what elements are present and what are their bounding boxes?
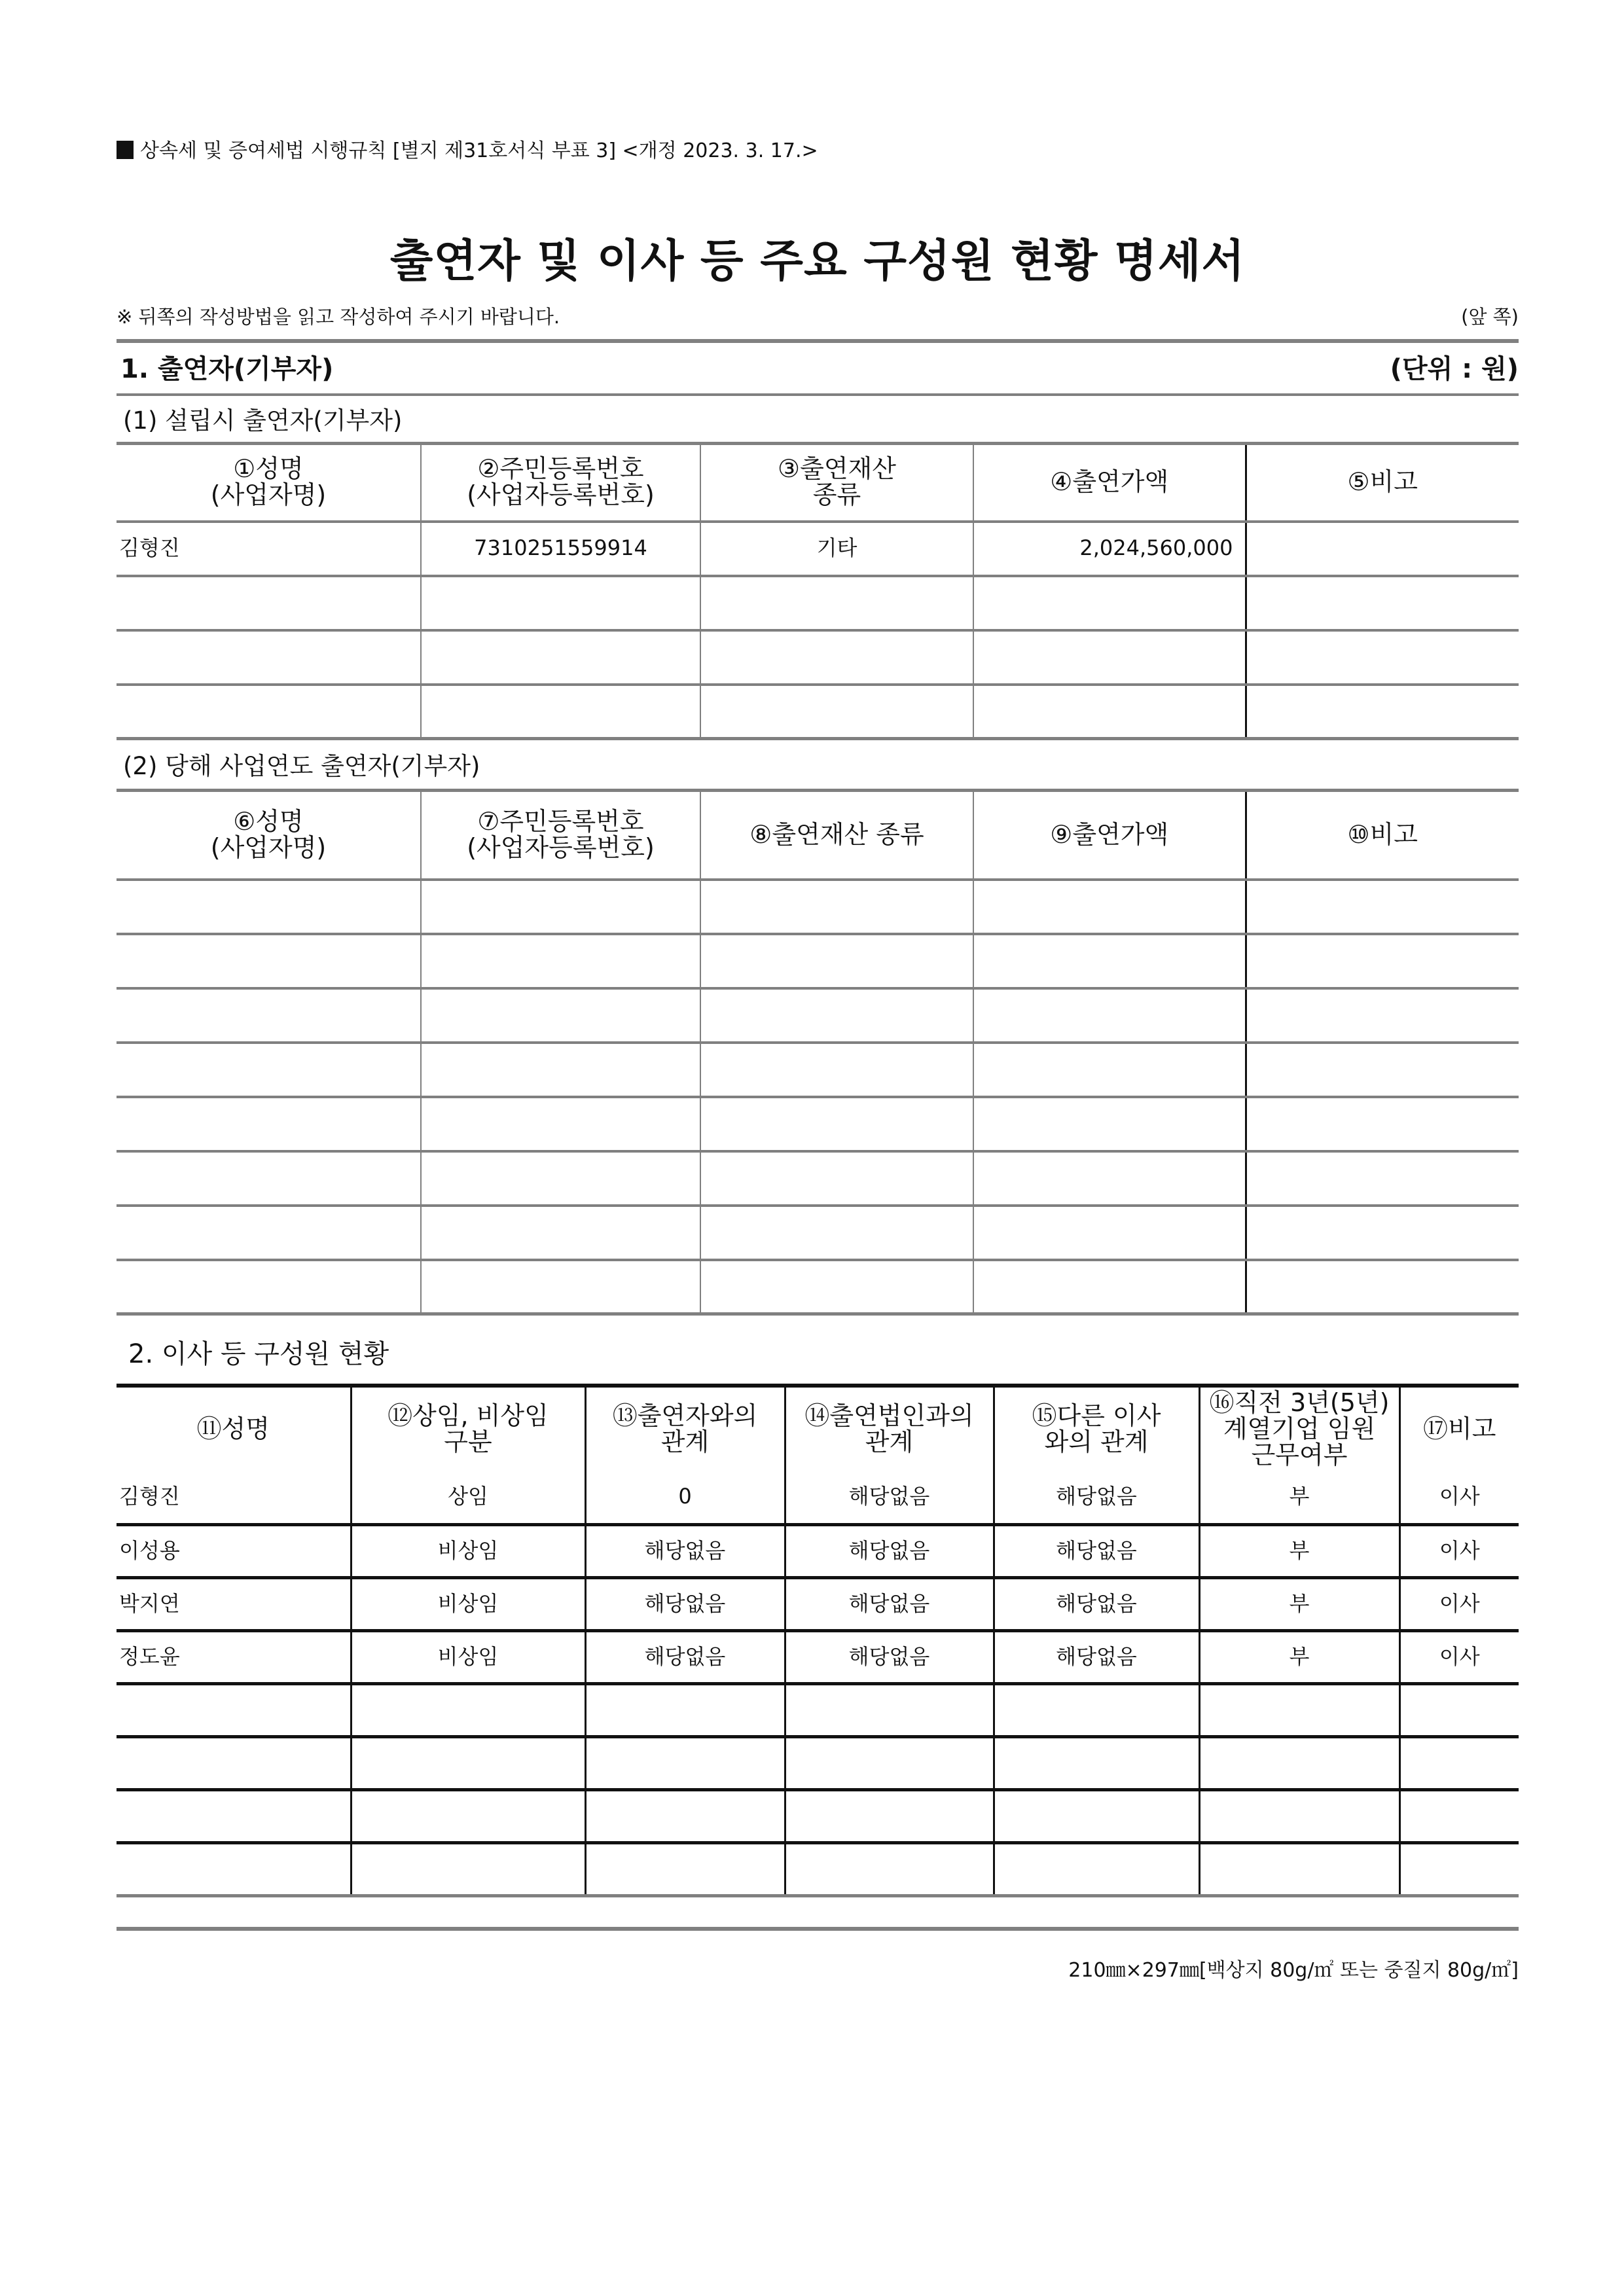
cell-relation-corporation[interactable]: 해당없음 (785, 1630, 994, 1683)
cell-fulltime-status[interactable] (351, 1789, 585, 1842)
col-header-remarks: ⑩비고 (1246, 791, 1519, 880)
section2-heading: 2. 이사 등 구성원 현황 (128, 1339, 389, 1369)
cell-relation-contributor[interactable]: 해당없음 (585, 1577, 785, 1630)
cell-amount[interactable] (973, 1097, 1246, 1151)
cell-fulltime-status[interactable] (351, 1683, 585, 1736)
cell-relation-contributor[interactable] (585, 1789, 785, 1842)
cell-fulltime-status[interactable] (351, 1736, 585, 1789)
cell-affiliate-officer[interactable] (1199, 1789, 1399, 1842)
cell-id-number[interactable] (421, 685, 700, 739)
cell-affiliate-officer[interactable]: 부 (1199, 1524, 1399, 1577)
table-row (117, 1043, 1519, 1097)
cell-name[interactable] (117, 1097, 421, 1151)
cell-relation-other-directors[interactable] (994, 1789, 1199, 1842)
cell-id-number[interactable] (421, 576, 700, 630)
cell-id-number[interactable] (421, 1043, 700, 1097)
cell-amount[interactable] (973, 934, 1246, 988)
cell-remarks[interactable] (1246, 1043, 1519, 1097)
cell-remarks[interactable]: 이사 (1399, 1630, 1519, 1683)
page-side-label: (앞 쪽) (1461, 306, 1519, 328)
cell-fulltime-status[interactable]: 비상임 (351, 1524, 585, 1577)
col-header-contribution-amount: ④출연가액 (973, 444, 1246, 522)
cell-amount[interactable] (973, 630, 1246, 685)
cell-remarks[interactable] (1399, 1789, 1519, 1842)
col-header-remarks: ⑰비고 (1399, 1386, 1519, 1471)
cell-amount[interactable] (973, 576, 1246, 630)
cell-fulltime-status[interactable] (351, 1842, 585, 1895)
col-header-name: ①성명 (사업자명) (117, 444, 421, 522)
cell-affiliate-officer[interactable]: 부 (1199, 1630, 1399, 1683)
table-row (117, 988, 1519, 1043)
cell-name[interactable]: 이성용 (117, 1524, 351, 1577)
cell-id-number[interactable] (421, 880, 700, 934)
col-header-name: ⑥성명 (사업자명) (117, 791, 421, 880)
founding-contributors-subheading: (1) 설립시 출연자(기부자) (123, 406, 403, 435)
cell-remarks[interactable]: 이사 (1399, 1577, 1519, 1630)
cell-amount[interactable] (973, 988, 1246, 1043)
col-header-remarks: ⑤비고 (1246, 444, 1519, 522)
table-row (117, 1630, 1519, 1683)
cell-amount[interactable] (973, 685, 1246, 739)
cell-fulltime-status[interactable]: 비상임 (351, 1630, 585, 1683)
table-row (117, 1789, 1519, 1842)
cell-remarks[interactable] (1246, 1260, 1519, 1314)
directors-table (117, 1384, 1519, 1897)
black-square-icon (117, 141, 134, 159)
cell-name[interactable] (117, 576, 421, 630)
cell-affiliate-officer[interactable] (1199, 1842, 1399, 1895)
cell-name[interactable] (117, 685, 421, 739)
cell-name[interactable]: 김형진 (117, 522, 421, 576)
cell-id-number[interactable] (421, 1151, 700, 1206)
cell-relation-contributor[interactable] (585, 1842, 785, 1895)
cell-amount[interactable] (973, 1206, 1246, 1260)
cell-id-number[interactable] (421, 934, 700, 988)
cell-relation-other-directors[interactable]: 해당없음 (994, 1471, 1199, 1524)
cell-id-number[interactable] (421, 1097, 700, 1151)
table-row (117, 934, 1519, 988)
cell-affiliate-officer[interactable] (1199, 1683, 1399, 1736)
cell-asset-type[interactable] (700, 1206, 973, 1260)
cell-name[interactable] (117, 1842, 351, 1895)
founding-contributors-table (117, 442, 1519, 740)
cell-name[interactable] (117, 880, 421, 934)
cell-remarks[interactable] (1246, 576, 1519, 630)
cell-remarks[interactable] (1246, 1097, 1519, 1151)
cell-remarks[interactable] (1246, 880, 1519, 934)
table-row (117, 1524, 1519, 1577)
cell-remarks[interactable]: 이사 (1399, 1471, 1519, 1524)
cell-name[interactable] (117, 1206, 421, 1260)
cell-remarks[interactable] (1246, 1151, 1519, 1206)
divider-rule (117, 393, 1519, 396)
cell-asset-type[interactable] (700, 934, 973, 988)
cell-name[interactable] (117, 1043, 421, 1097)
law-reference-text: 상속세 및 증여세법 시행규칙 [별지 제31호서식 부표 3] <개정 2023. 3. 17.> (140, 139, 818, 162)
cell-remarks[interactable] (1246, 1206, 1519, 1260)
cell-remarks[interactable] (1246, 988, 1519, 1043)
cell-name[interactable]: 김형진 (117, 1471, 351, 1524)
cell-name[interactable] (117, 934, 421, 988)
cell-relation-other-directors[interactable]: 해당없음 (994, 1524, 1199, 1577)
col-header-relation-other-directors: ⑮다른 이사 와의 관계 (994, 1386, 1199, 1471)
col-header-relation-contributor: ⑬출연자와의 관계 (585, 1386, 785, 1471)
table-row (117, 1736, 1519, 1789)
cell-asset-type[interactable] (700, 630, 973, 685)
cell-name[interactable] (117, 1683, 351, 1736)
cell-relation-corporation[interactable]: 해당없음 (785, 1524, 994, 1577)
cell-relation-corporation[interactable]: 해당없음 (785, 1577, 994, 1630)
col-header-affiliate-officer: ⑯직전 3년(5년) 계열기업 임원 근무여부 (1199, 1386, 1399, 1471)
paper-spec: 210㎜×297㎜[백상지 80g/㎡ 또는 중질지 80g/㎡] (1068, 1959, 1519, 1982)
cell-relation-corporation[interactable] (785, 1842, 994, 1895)
cell-relation-contributor[interactable]: 0 (585, 1471, 785, 1524)
cell-id-number[interactable] (421, 1206, 700, 1260)
cell-name[interactable] (117, 1736, 351, 1789)
col-header-asset-type: ⑧출연재산 종류 (700, 791, 973, 880)
cell-asset-type[interactable] (700, 576, 973, 630)
col-header-relation-corporation: ⑭출연법인과의 관계 (785, 1386, 994, 1471)
cell-relation-corporation[interactable] (785, 1789, 994, 1842)
col-header-asset-type: ③출연재산 종류 (700, 444, 973, 522)
table-header-row (117, 1386, 1519, 1471)
cell-amount[interactable] (973, 880, 1246, 934)
table-row (117, 1097, 1519, 1151)
page-title: 출연자 및 이사 등 주요 구성원 현황 명세서 (389, 236, 1246, 287)
cell-name[interactable] (117, 1789, 351, 1842)
cell-amount[interactable] (973, 1151, 1246, 1206)
cell-asset-type[interactable] (700, 1043, 973, 1097)
cell-affiliate-officer[interactable]: 부 (1199, 1471, 1399, 1524)
section1-heading: 1. 출연자(기부자) (120, 354, 334, 384)
cell-name[interactable] (117, 1260, 421, 1314)
cell-relation-other-directors[interactable] (994, 1683, 1199, 1736)
col-header-id-number: ⑦주민등록번호 (사업자등록번호) (421, 791, 700, 880)
table-row (117, 1842, 1519, 1895)
cell-name[interactable] (117, 630, 421, 685)
col-header-contribution-amount: ⑨출연가액 (973, 791, 1246, 880)
table-row (117, 1577, 1519, 1630)
col-header-fulltime-status: ⑫상임, 비상임 구분 (351, 1386, 585, 1471)
cell-affiliate-officer[interactable]: 부 (1199, 1577, 1399, 1630)
cell-relation-other-directors[interactable] (994, 1842, 1199, 1895)
cell-asset-type[interactable] (700, 1151, 973, 1206)
table-row (117, 522, 1519, 576)
cell-relation-other-directors[interactable] (994, 1736, 1199, 1789)
table-row (117, 880, 1519, 934)
cell-fulltime-status[interactable]: 비상임 (351, 1577, 585, 1630)
table-row (117, 576, 1519, 630)
cell-fulltime-status[interactable]: 상임 (351, 1471, 585, 1524)
table-header-row (117, 791, 1519, 880)
table-row (117, 1683, 1519, 1736)
cell-id-number[interactable] (421, 630, 700, 685)
cell-id-number[interactable] (421, 988, 700, 1043)
cell-remarks[interactable]: 이사 (1399, 1524, 1519, 1577)
cell-asset-type[interactable] (700, 1097, 973, 1151)
cell-amount[interactable]: 2,024,560,000 (973, 522, 1246, 576)
cell-relation-contributor[interactable]: 해당없음 (585, 1630, 785, 1683)
law-reference (117, 134, 818, 163)
cell-id-number[interactable] (421, 1260, 700, 1314)
cell-relation-corporation[interactable]: 해당없음 (785, 1471, 994, 1524)
cell-name[interactable]: 정도윤 (117, 1630, 351, 1683)
cell-relation-corporation[interactable] (785, 1683, 994, 1736)
cell-remarks[interactable] (1399, 1736, 1519, 1789)
current-year-contributors-subheading: (2) 당해 사업연도 출연자(기부자) (123, 752, 480, 780)
current-year-contributors-table (117, 789, 1519, 1316)
cell-relation-contributor[interactable] (585, 1683, 785, 1736)
table-row (117, 630, 1519, 685)
instruction-note: ※ 뒤쪽의 작성방법을 읽고 작성하여 주시기 바랍니다. (117, 306, 560, 328)
table-header-row (117, 444, 1519, 522)
cell-name[interactable] (117, 1151, 421, 1206)
cell-id-number[interactable]: 7310251559914 (421, 522, 700, 576)
table-row (117, 1151, 1519, 1206)
cell-relation-contributor[interactable]: 해당없음 (585, 1524, 785, 1577)
cell-amount[interactable] (973, 1260, 1246, 1314)
cell-name[interactable]: 박지연 (117, 1577, 351, 1630)
col-header-name: ⑪성명 (196, 1414, 270, 1444)
divider-rule (117, 339, 1519, 343)
cell-remarks[interactable] (1246, 685, 1519, 739)
cell-relation-other-directors[interactable]: 해당없음 (994, 1630, 1199, 1683)
cell-remarks[interactable] (1246, 522, 1519, 576)
col-header-id-number: ②주민등록번호 (사업자등록번호) (421, 444, 700, 522)
cell-asset-type[interactable] (700, 988, 973, 1043)
cell-relation-other-directors[interactable]: 해당없음 (994, 1577, 1199, 1630)
cell-asset-type[interactable]: 기타 (700, 522, 973, 576)
cell-remarks[interactable] (1246, 630, 1519, 685)
cell-relation-corporation[interactable] (785, 1736, 994, 1789)
cell-name[interactable] (117, 988, 421, 1043)
cell-remarks[interactable] (1399, 1842, 1519, 1895)
table-row (117, 1260, 1519, 1314)
cell-asset-type[interactable] (700, 880, 973, 934)
table-row (117, 685, 1519, 739)
cell-asset-type[interactable] (700, 1260, 973, 1314)
footer-rule (117, 1927, 1519, 1931)
cell-amount[interactable] (973, 1043, 1246, 1097)
cell-remarks[interactable] (1246, 934, 1519, 988)
cell-affiliate-officer[interactable] (1199, 1736, 1399, 1789)
cell-remarks[interactable] (1399, 1683, 1519, 1736)
table-row (117, 1206, 1519, 1260)
cell-relation-contributor[interactable] (585, 1736, 785, 1789)
unit-label: (단위 : 원) (1390, 354, 1519, 384)
cell-asset-type[interactable] (700, 685, 973, 739)
table-row (117, 1471, 1519, 1524)
